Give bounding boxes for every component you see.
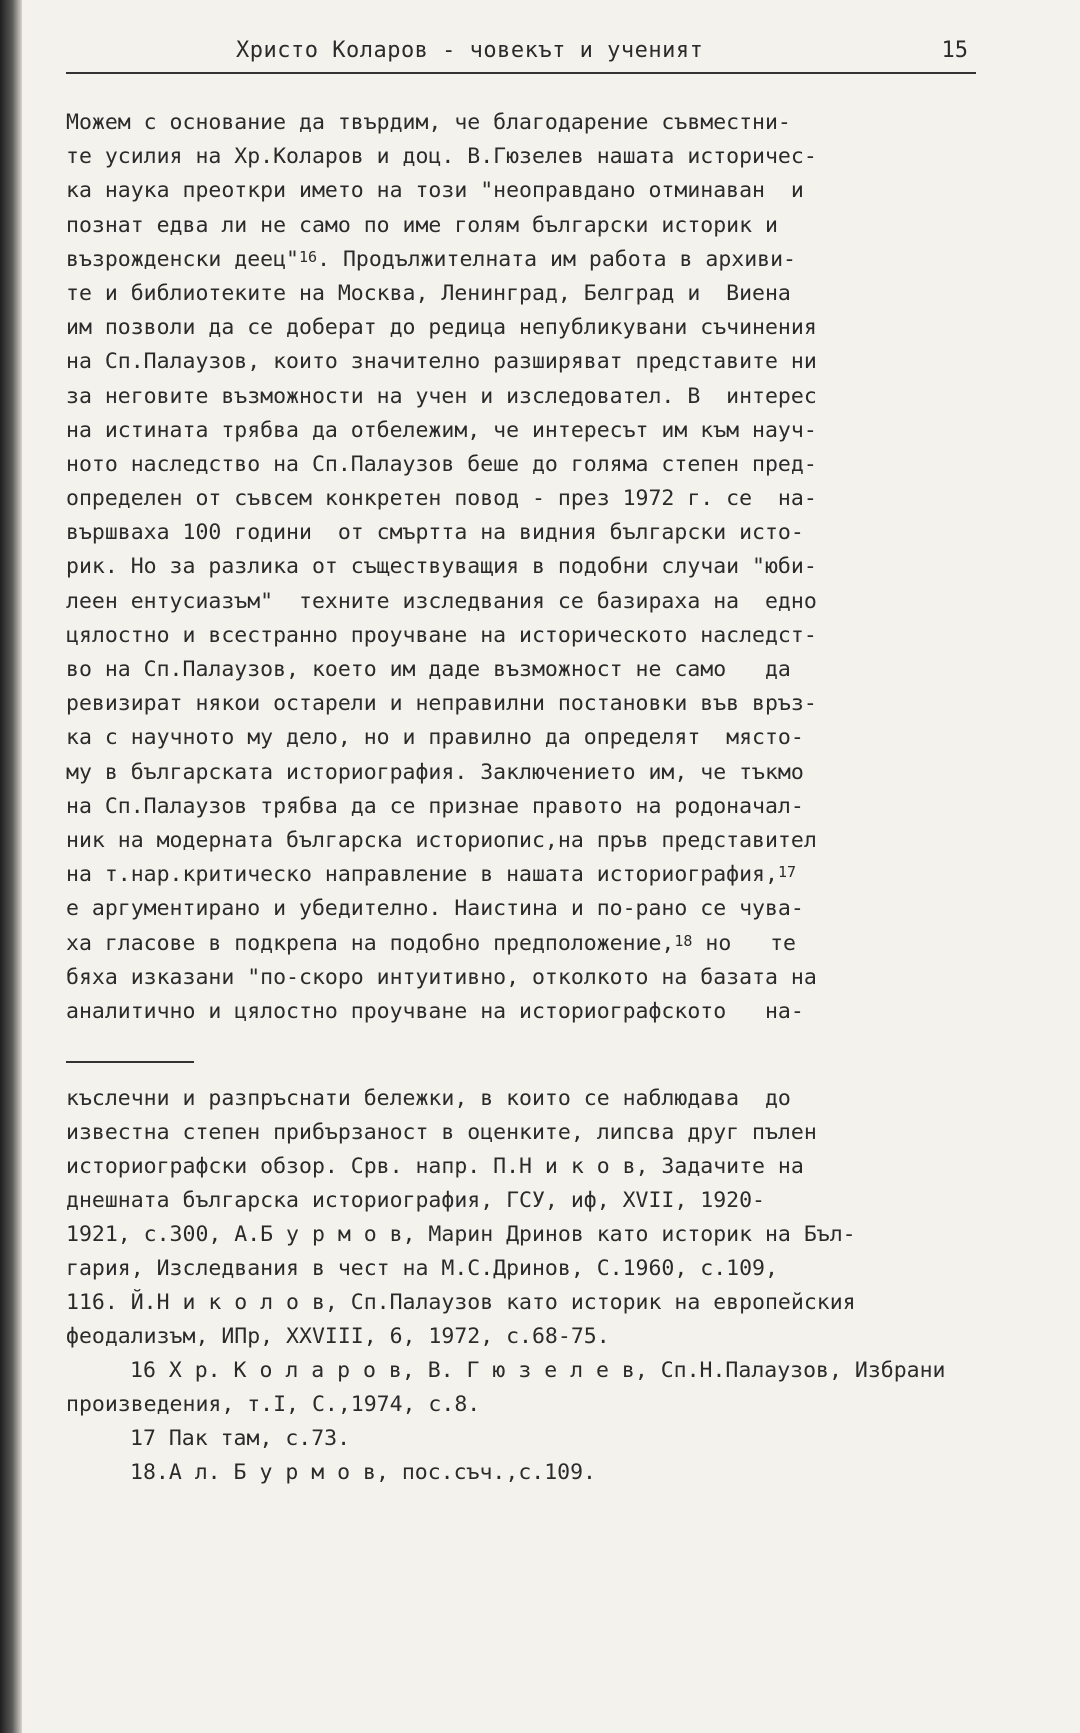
text-line: на Сп.Палаузов, които значително разширяват представите ни [66,349,817,375]
text-line: во на Сп.Палаузов, което им даде възможност не само да [66,657,791,682]
footnote-16-cont: произведения, т.I, С.,1974, с.8. [66,1392,481,1417]
text-line: цялостно и всестранно проучване на историческото наследст- [66,622,817,648]
text-line: определен от съвсем конкретен повод - през 1972 г. се на- [66,486,817,512]
text-line: ка с научното му дело, но и правилно да определят място- [66,725,804,751]
text-line: им позволи да се доберат до редица непубликувани съчинения [66,315,817,341]
footnote-ref-18: 18 [674,931,693,950]
footnote-line: феодализъм, ИПр, XXVIII, 6, 1972, с.68-75. [66,1324,610,1349]
text-segment: но те [692,930,796,956]
header-title: Христо Коларов - човекът и ученият [236,38,704,63]
text-line: му в българската историография. Заключението им, че тъкмо [66,759,804,785]
text-segment: възрожденски деец" [66,246,299,272]
text-line: за неговите възможности на учен и изследовател. В интерес [66,383,817,409]
text-line: вършваха 100 години от смъртта на видния български исто- [66,520,804,546]
text-line: познат едва ли не само по име голям български историк и [66,212,778,238]
text-line: ното наследство на Сп.Палаузов беше до голяма степен пред- [66,451,817,477]
page-number: 15 [941,38,968,63]
footnote-separator [66,1061,194,1063]
text-line: рик. Но за разлика от съществуващия в подобни случаи "юби- [66,554,817,580]
text-line: на Сп.Палаузов трябва да се признае правото на родоначал- [66,793,804,819]
footnote-18: 18.А л. Б у р м о в, пос.съч.,с.109. [130,1460,596,1485]
text-line: леен ентусиазъм" техните изследвания се базираха на едно [66,588,817,614]
text-line: те и библиотеките на Москва, Ленинград, Белград и Виена [66,280,791,306]
footnote-ref-17: 17 [777,863,796,882]
footnote-line: известна степен прибързаност в оценките, липсва друг пълен [66,1120,817,1145]
text-segment: на т.нар.критическо направление в нашата историография, [66,862,778,888]
text-segment: ха гласове в подкрепа на подобно предположение, [66,930,675,956]
text-line: ник на модерната българска историопис,на пръв представител [66,827,817,853]
book-spine-shadow [0,0,22,1733]
text-line: Можем с основание да твърдим, че благодарение съвместни- [66,110,791,135]
footnote-line: 116. Й.Н и к о л о в, Сп.Палаузов като историк на европейския [66,1290,856,1315]
footnote-line: днешната българска историография, ГСУ, иф, XVII, 1920- [66,1188,765,1213]
text-line [66,243,986,277]
footnote-line: историографски обзор. Срв. напр. П.Н и к о в, Задачите на [66,1154,804,1179]
text-line: на истината трябва да отбележим, че интересът им към науч- [66,417,817,443]
footnote-continuation [66,1082,986,1354]
text-line: те усилия на Хр.Коларов и доц. В.Гюзелев нашата историчес- [66,144,817,170]
text-line: ка наука преоткри името на този "неоправдано отминаван и [66,178,804,204]
text-line [66,927,986,961]
text-line: ревизират някои остарели и неправилни постановки във връз- [66,691,817,717]
text-line: е аргументирано и убедително. Наистина и по-рано се чува- [66,896,804,922]
footnote-line: 1921, с.300, А.Б у р м о в, Марин Дринов като историк на Бъл- [66,1222,856,1247]
text-segment: . Продължителната им работа в архиви- [317,246,796,272]
main-text [66,106,986,1029]
footnote-17: 17 Пак там, с.73. [130,1426,351,1451]
text-line: аналитично и цялостно проучване на историографското на- [66,998,804,1024]
text-line [66,858,986,892]
text-line: бяха изказани "по-скоро интуитивно, отколкото на базата на [66,964,817,990]
footnote-line: къслечни и разпръснати бележки, в които се наблюдава до [66,1086,791,1111]
running-header [66,38,976,74]
footnotes [66,1354,986,1490]
footnote-line: гария, Изследвания в чест на М.С.Дринов, С.1960, с.109, [66,1256,778,1281]
footnote-ref-16: 16 [299,247,318,266]
footnote-16: 16 Х р. К о л а р о в, В. Г ю з е л е в, Сп.Н.Палаузов, Избрани [130,1358,946,1383]
